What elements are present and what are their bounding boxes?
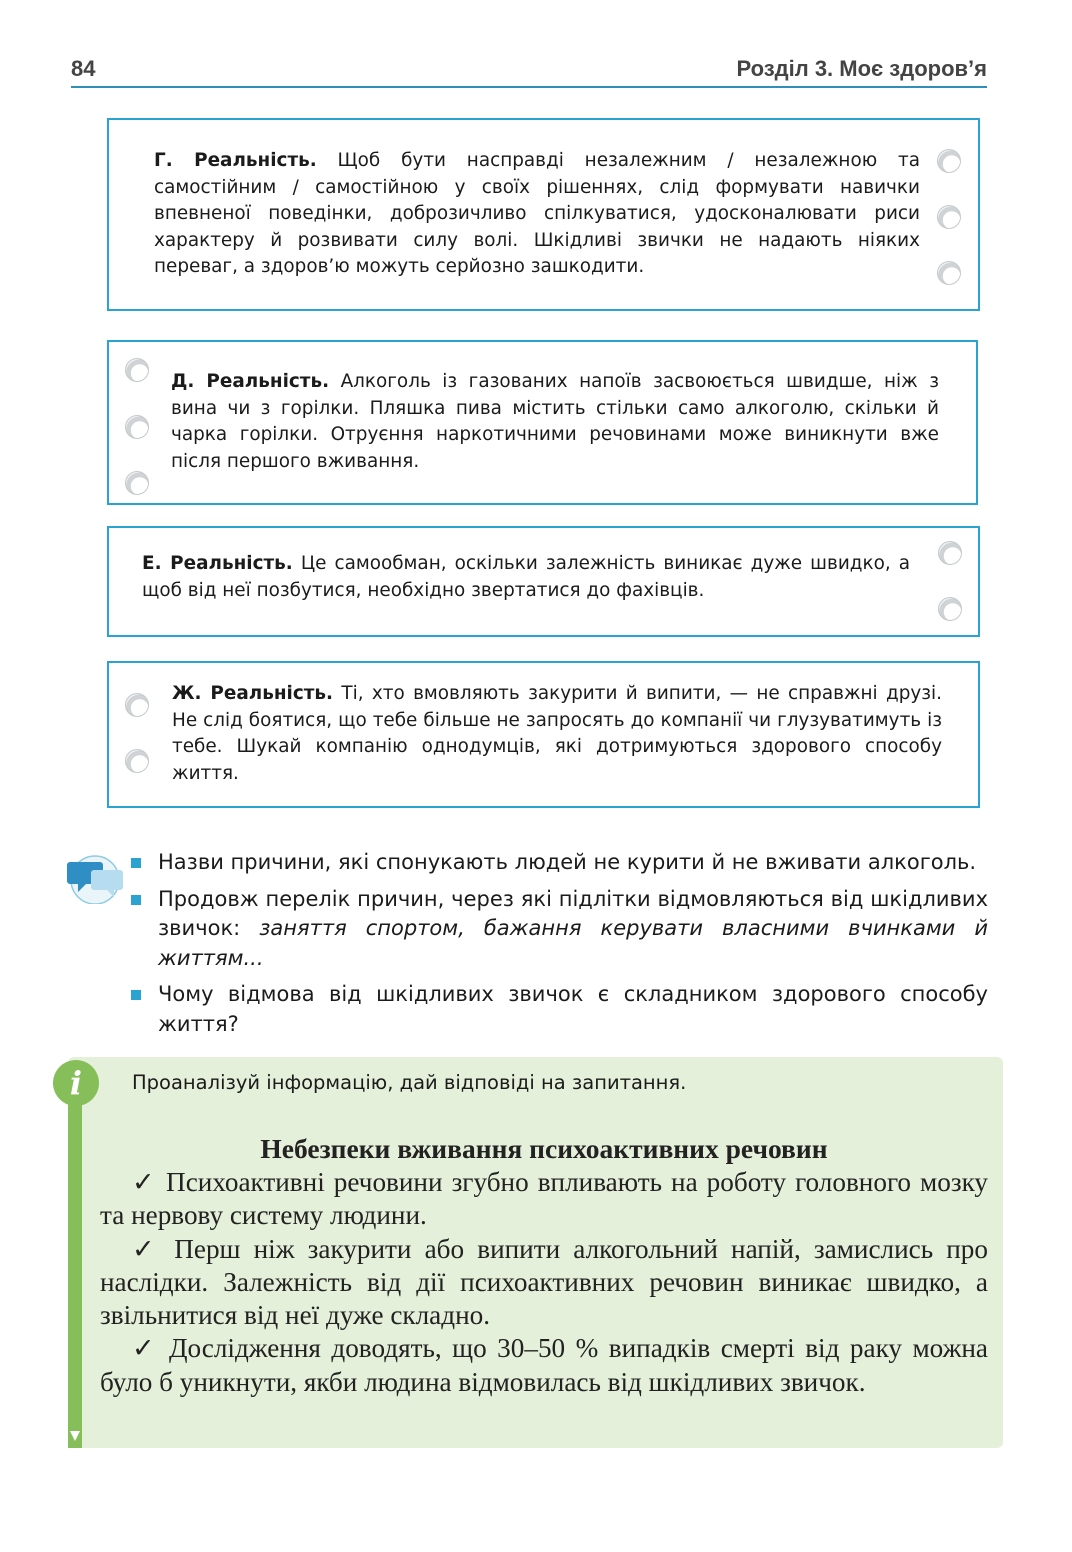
list-item: Назви причини, які спонукають людей не курити й не вживати алкоголь. xyxy=(130,848,988,878)
question-list xyxy=(130,848,988,1046)
list-item: Чому відмова від шкідливих звичок є складником здорового способу життя? xyxy=(130,980,988,1039)
fact-paragraph: ✓ Психоактивні речовини згубно впливають на роботу головного мозку та нервову систему людини. xyxy=(100,1167,988,1231)
list-item: Продовж перелік причин, через які підлітки відмовляються від шкідливих звичок: заняття спортом, бажання керувати власними вчинками й життям... xyxy=(130,885,988,974)
ring-hole-icon xyxy=(125,693,149,717)
ring-hole-icon xyxy=(125,358,149,382)
info-side-bar xyxy=(68,1075,82,1448)
reality-card-e xyxy=(107,526,980,637)
reality-card-g xyxy=(107,118,980,311)
reality-card-label: Д. Реальність. xyxy=(171,371,330,392)
speech-bubbles-icon xyxy=(66,854,124,904)
ring-hole-icon xyxy=(125,415,149,439)
reality-card-label: Ж. Реальність. xyxy=(172,683,334,704)
arrow-down-icon xyxy=(70,1431,80,1441)
bullet-square-icon xyxy=(131,990,141,1000)
page-number: 84 xyxy=(71,56,96,81)
reality-card-text: Д. Реальність. Алкоголь із газованих напоїв засвоюється швидше, ніж з вина чи з горілки. Пляшка пива містить стільки само алкоголю, скільки й чарка горілки. Отруєння наркотичними речовинами може виникнути вже після першого вживання. xyxy=(171,371,939,472)
info-icon: i xyxy=(53,1060,99,1106)
ring-hole-icon xyxy=(938,541,962,565)
bullet-square-icon xyxy=(131,858,141,868)
ring-hole-icon xyxy=(937,261,961,285)
fact-paragraph: ✓ Перш ніж закурити або випити алкогольний напій, замислись про наслідки. Залежність від дії психоактивних речовин виникає швидко, а звільнитися від неї дуже складно. xyxy=(100,1233,988,1331)
reality-card-label: Г. Реальність. xyxy=(154,150,317,171)
fact-paragraph: ✓ Дослідження доводять, що 30–50 % випадків смерті від раку можна було б уникнути, якби людина відмовилась від шкідливих звичок. xyxy=(100,1333,988,1397)
reality-card-text: Е. Реальність. Це самообман, оскільки залежність виникає дуже швидко, а щоб від неї позбутися, необхідно звертатися до фахівців. xyxy=(142,553,910,601)
ring-hole-icon xyxy=(125,749,149,773)
chapter-title: Розділ 3. Моє здоров’я xyxy=(736,56,987,81)
reality-card-zh xyxy=(107,661,980,808)
ring-hole-icon xyxy=(937,149,961,173)
reality-card-text: Г. Реальність. Щоб бути насправді незалежним / незалежною та самостійним / самостійною у своїх рішеннях, слід формувати навички впевненої поведінки, доброзичливо спілкуватися, удосконалювати риси характеру й розвивати силу волі. Шкідливі звички не надають ніяких переваг, а здоров’ю можуть серйозно зашкодити. xyxy=(154,150,920,278)
ring-hole-icon xyxy=(125,471,149,495)
reality-card-d xyxy=(107,340,978,505)
info-title: Небезпеки вживання психоактивних речовин xyxy=(260,1133,828,1164)
ring-hole-icon xyxy=(938,597,962,621)
info-intro: Проаналізуй інформацію, дай відповіді на запитання. xyxy=(132,1071,687,1094)
ring-hole-icon xyxy=(937,205,961,229)
page-header xyxy=(71,56,987,88)
reality-card-text: Ж. Реальність. Ті, хто вмовляють закурити й випити, — не справжні друзі. Не слід боятися, що тебе більше не запросять до компанії чи глузуватимуть із тебе. Шукай компанію однодумців, які дотримуються здорового способу життя. xyxy=(172,683,942,784)
info-facts xyxy=(100,1166,988,1399)
bullet-square-icon xyxy=(131,895,141,905)
reality-card-label: Е. Реальність. xyxy=(142,553,293,574)
